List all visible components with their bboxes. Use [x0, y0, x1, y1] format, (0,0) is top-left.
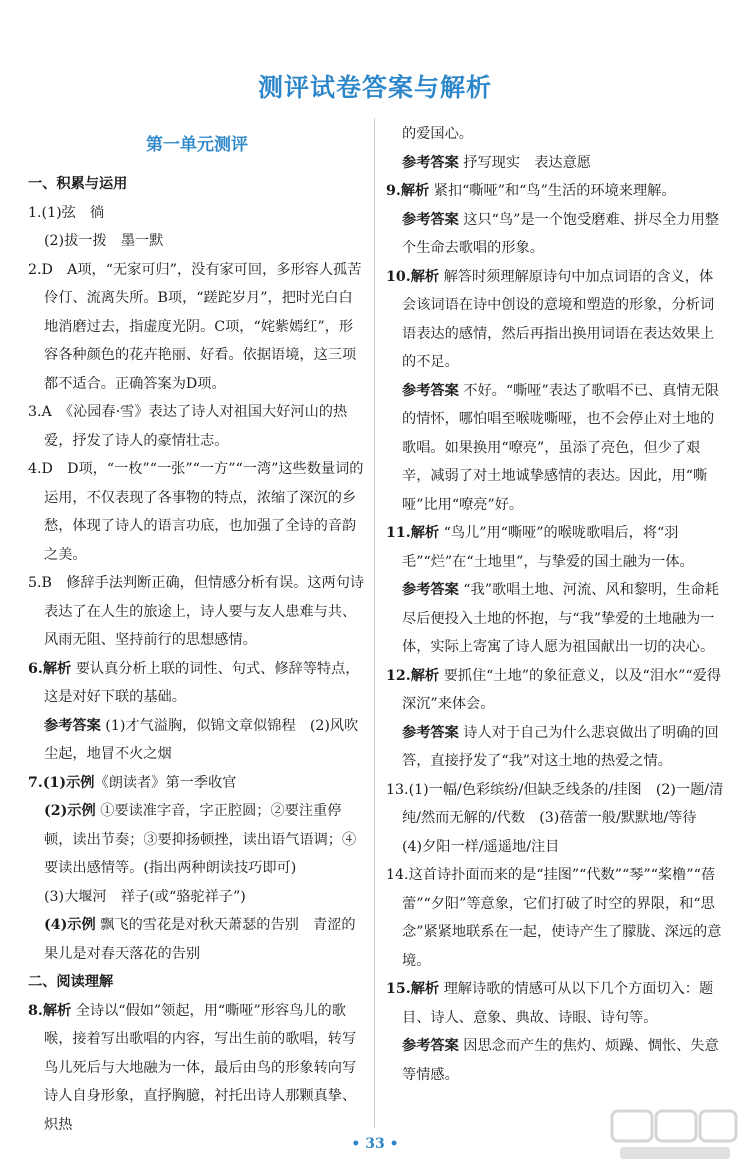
- q10-text: 解答时须理解原诗句中加点词语的含义，体会该词语在诗中创设的意境和塑造的形象，分析词语表达的感情，然后再指出换用词语在表达效果上的不足。: [402, 268, 715, 370]
- q9-label: 解析: [400, 183, 430, 199]
- q10-number: 10.: [386, 268, 411, 285]
- q11-text: “鸟儿”用“嘶哑”的喉咙歌唱后，将“羽毛”“烂”在“土地里”，与挚爱的国土融为一体。: [402, 525, 694, 570]
- answer-q5: 5.B 修辞手法判断正确，但情感分析有误。这两句诗表达了在人生的旅途上，诗人要与友人患难与共、风雨无阻、坚持前行的思想感情。: [28, 575, 365, 648]
- answer-q4: 4.D D项，“一枚”“一张”“一方”“一湾”这些数量词的运用，不仅表现了各事物的特点，浓缩了深沉的乡愁，体现了诗人的语言功底，也加强了全诗的音韵之美。: [28, 461, 364, 563]
- q10-ans-text: 不好。“嘶哑”表达了歌唱不已、真情无限的情怀，哪怕唱至喉咙嘶哑，也不会停止对土地的歌唱。如果换用“嘹亮”，虽添了亮色，但少了艰辛，减弱了对土地诚挚感情的表达。因此，用“嘶哑”比用“嘹亮”好。: [402, 382, 719, 513]
- q9-ans-text: 这只“鸟”是一个饱受磨难、拼尽全力用整个生命去歌唱的形象。: [402, 211, 719, 256]
- answer-q8-ref: [386, 149, 726, 178]
- answer-q2: 2.D A项，“无家可归”，没有家可回，多形容人孤苦伶仃、流离失所。B项，“蹉跎岁月”，把时光白白地消磨过去，指虚度光阴。C项，“姹紫嫣红”，形容各种颜色的花卉艳丽、好看。依据语境，这三项都不适合。正确答案为D项。: [28, 261, 362, 392]
- q15-number: 15.: [386, 981, 411, 997]
- answer-q15-ref: [386, 1032, 726, 1089]
- answer-q1-a: 1.(1)弦 徜: [28, 204, 105, 221]
- q10-ans-label: 参考答案: [402, 382, 459, 399]
- q11-ans-text: “我”歌唱土地、河流、风和黎明，生命耗尽后便投入土地的怀抱，与“我”挚爱的土地融为一体，实际上寄寓了诗人愿为祖国献出一切的决心。: [402, 582, 719, 655]
- q6-ans-text: (1)才气溢胸，似锦文章似锦程 (2)风吹尘起，地冒不火之烟: [44, 717, 359, 762]
- section-heading-2: 二、阅读理解: [28, 974, 114, 990]
- answer-q7-a: [28, 769, 366, 798]
- q6-text: 要认真分析上联的词性、句式、修辞等特点，这是对好下联的基础。: [44, 660, 360, 705]
- answer-q11-ref: [386, 576, 726, 662]
- q7-b-text: ①要读准字音，字正腔圆；②要注重停顿，读出节奏；③要抑扬顿挫，读出语气语调；④要读出感情等。(指出两种朗读技巧即可): [44, 803, 357, 876]
- page-number: • 33 •: [351, 1136, 399, 1152]
- q12-text: 要抓住“土地”的象征意义，以及“泪水”“爱得深沉”来体会。: [402, 667, 722, 712]
- q12-ans-text: 诗人对于自己为什么悲哀做出了明确的回答，直接抒发了“我”对这土地的热爱之情。: [402, 724, 719, 769]
- answer-q8: [28, 997, 366, 1140]
- page-number-value: 33: [365, 1136, 385, 1152]
- q11-label: 解析: [410, 525, 440, 541]
- right-column: [386, 120, 726, 1089]
- watermark-logo-icon: [610, 1107, 740, 1163]
- unit-title: 第一单元测评: [146, 135, 248, 155]
- q11-number: 11.: [386, 525, 411, 541]
- q11-ans-label: 参考答案: [402, 582, 459, 598]
- answer-q10: [386, 263, 726, 377]
- answer-q11: [386, 519, 726, 576]
- q6-ans-label: 参考答案: [44, 717, 101, 734]
- q9-number: 9.: [386, 183, 401, 199]
- q15-label: 解析: [410, 981, 440, 997]
- q10-label: 解析: [410, 268, 440, 285]
- q6-label: 解析: [42, 660, 72, 677]
- q8-ans-text: 抒写现实 表达意愿: [463, 154, 591, 171]
- answer-q7-d: [28, 911, 366, 968]
- q7-number: 7.: [28, 774, 43, 791]
- q8-ans-label: 参考答案: [402, 154, 459, 171]
- q12-label: 解析: [410, 667, 440, 684]
- left-column: [28, 120, 366, 1139]
- q12-ans-label: 参考答案: [402, 724, 459, 741]
- answer-q10-ref: [386, 377, 726, 520]
- answer-q13: 13.(1)一幅/色彩缤纷/但缺乏线条的/挂图 (2)一题/清纯/然而无解的/代数 (3)蓓蕾一般/默默地/等待 (4)夕阳一样/遥遥地/注目: [386, 781, 724, 855]
- answer-q14: 14.这首诗扑面而来的是“挂图”“代数”“琴”“桨橹”“蓓蕾”“夕阳”等意象，它们打破了时空的界限，和“思念”紧紧地联系在一起，使诗产生了朦胧、深远的意境。: [386, 867, 722, 969]
- q8-label: 解析: [42, 1002, 72, 1019]
- answer-q9-ref: [386, 206, 726, 263]
- answer-q9: [386, 177, 726, 206]
- q9-ans-label: 参考答案: [402, 211, 459, 228]
- answer-q6: [28, 655, 366, 712]
- q8-text: 全诗以“假如”领起，用“嘶哑”形容鸟儿的歌喉，接着写出歌唱的内容，写出生前的歌唱，转写鸟儿死后与大地融为一体，最后由鸟的形象转向写诗人自身形象，直抒胸臆，衬托出诗人那颗真挚、炽热: [44, 1002, 357, 1133]
- answer-q6-ref: [28, 712, 366, 769]
- q9-text: 紧扣“嘶哑”和“鸟”生活的环境来理解。: [433, 183, 676, 199]
- q7-d-label: (4)示例: [44, 917, 96, 933]
- q15-ans-label: 参考答案: [402, 1038, 459, 1054]
- q7-d-text: 飘飞的雪花是对秋天萧瑟的告别 青涩的果儿是对春天落花的告别: [44, 917, 356, 962]
- section-heading-1: 一、积累与运用: [28, 176, 128, 192]
- q12-number: 12.: [386, 667, 411, 684]
- answer-q3: 3.A 《沁园春·雪》表达了诗人对祖国大好河山的热爱，抒发了诗人的豪情壮志。: [28, 404, 348, 449]
- q7-a-label: (1)示例: [42, 774, 95, 791]
- q15-text: 理解诗歌的情感可从以下几个方面切入：题目、诗人、意象、典故、诗眼、诗句等。: [402, 981, 714, 1026]
- page-title: 测评试卷答案与解析: [257, 73, 492, 102]
- q15-ans-text: 因思念而产生的焦灼、烦躁、惆怅、失意等情感。: [402, 1038, 719, 1083]
- column-divider: [374, 118, 375, 1128]
- q7-a-text: 《朗读者》第一季收官: [94, 774, 237, 791]
- answer-q12: [386, 662, 726, 719]
- answer-q1-b: (2)拔一拨 墨一默: [44, 233, 164, 249]
- answer-q8-cont: 的爱国心。: [402, 126, 473, 142]
- answer-q7-c: (3)大堰河 祥子(或“骆驼祥子”): [44, 888, 246, 905]
- q7-b-label: (2)示例: [44, 803, 96, 819]
- answer-q7-b: [28, 797, 366, 883]
- answer-q12-ref: [386, 719, 726, 776]
- answer-q15: [386, 975, 726, 1032]
- q6-number: 6.: [28, 660, 43, 677]
- q8-number: 8.: [28, 1002, 43, 1019]
